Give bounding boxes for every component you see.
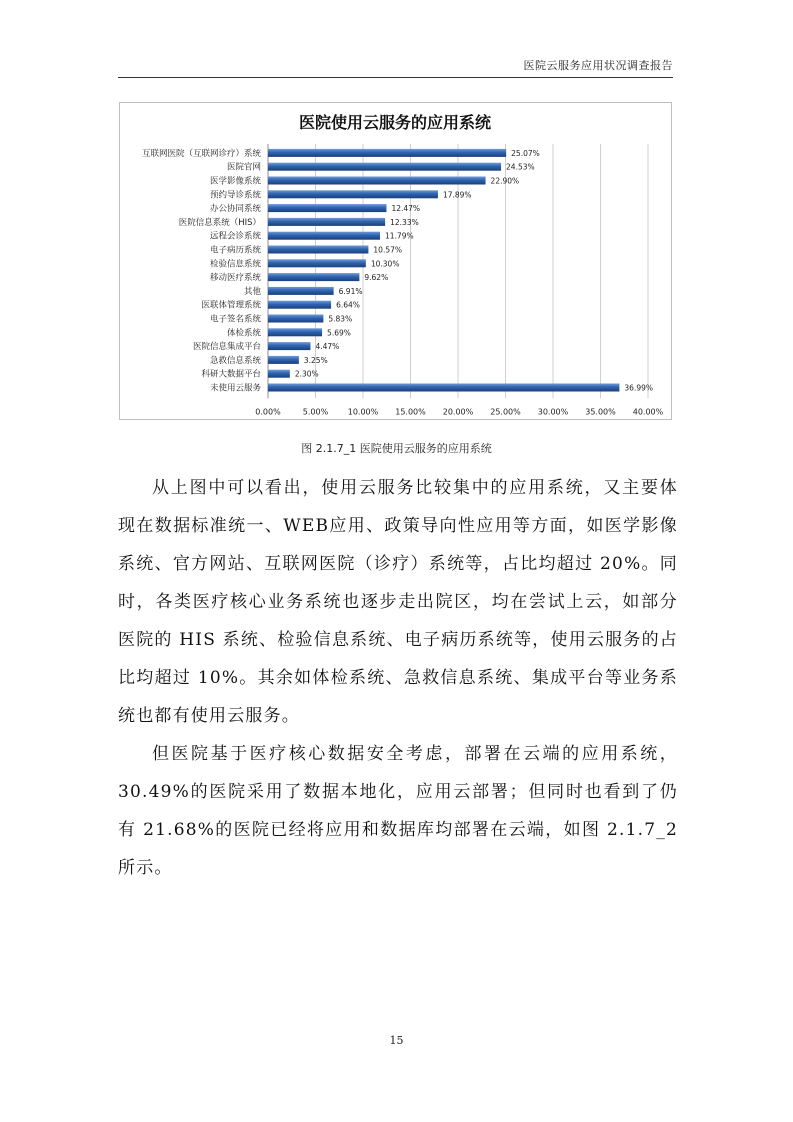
chart-title: 医院使用云服务的应用系统 [298, 113, 492, 132]
bar [268, 370, 290, 378]
x-tick-label: 20.00% [442, 407, 474, 417]
figure-caption: 图 2.1.7_1 医院使用云服务的应用系统 [301, 442, 492, 455]
bar [268, 273, 359, 281]
value-label: 4.47% [315, 342, 340, 352]
value-label: 5.69% [327, 328, 351, 338]
bar [268, 259, 366, 267]
chart-container [119, 102, 672, 420]
category-label: 医联体管理系统 [201, 300, 261, 311]
x-tick-label: 35.00% [585, 407, 616, 417]
bar [268, 190, 438, 198]
category-label: 远程会诊系统 [209, 231, 261, 242]
bar [268, 246, 368, 254]
value-label: 6.64% [336, 300, 360, 310]
value-label: 17.89% [442, 190, 472, 200]
category-label: 预约导诊系统 [209, 190, 261, 201]
paragraph: 从上图中可以看出，使用云服务比较集中的应用系统，又主要体现在数据标准统一、WEB应用、政策导向性应用等方面，如医学影像系统、官方网站、互联网医院（诊疗）系统等，占比均超过 20%。同时，各类医疗核心业务系统也逐步走出院区，均在尝试上云，如部分医院的 HIS 系统、检验信息系统、电子病历系统等，使用云服务的占比均超过 10%。其余如体检系统、急救信息系统、集成平台等业务系统也都有使用云服务。 [118, 478, 678, 726]
category-label: 互联网医院（互联网诊疗）系统 [141, 148, 261, 159]
value-label: 24.53% [506, 162, 535, 172]
value-label: 36.99% [624, 383, 654, 393]
category-label: 办公协同系统 [209, 204, 261, 215]
bar [268, 204, 386, 212]
bar [268, 356, 299, 364]
page-number: 15 [389, 1034, 404, 1047]
report-title: 医院云服务应用状况调查报告 [523, 59, 673, 72]
body-text [118, 469, 678, 887]
bar [268, 301, 331, 309]
bar [268, 328, 322, 336]
value-label: 11.79% [385, 231, 414, 241]
x-tick-label: 25.00% [490, 407, 521, 417]
category-label: 体检系统 [226, 328, 261, 339]
bar [268, 163, 501, 171]
x-tick-label: 10.00% [347, 407, 379, 417]
value-label: 2.30% [294, 369, 319, 379]
paragraph: 但医院基于医疗核心数据安全考虑，部署在云端的应用系统，30.49%的医院采用了数据本地化，应用云部署；但同时也看到了仍有 21.68%的医院已经将应用和数据库均部署在云端，如图 2.1.7_2 所示。 [118, 744, 678, 878]
category-label: 医院官网 [226, 162, 261, 173]
bar-chart [120, 103, 671, 419]
value-label: 3.25% [303, 355, 328, 365]
value-label: 9.62% [364, 273, 389, 283]
x-tick-label: 15.00% [395, 407, 426, 417]
bar [268, 315, 323, 323]
category-label: 电子病历系统 [209, 245, 261, 256]
category-label: 医院信息集成平台 [192, 342, 261, 353]
x-tick-label: 0.00% [255, 407, 281, 417]
bar [268, 384, 619, 392]
x-tick-label: 40.00% [632, 407, 664, 417]
category-label: 移动医疗系统 [209, 273, 261, 284]
bar [268, 218, 385, 226]
value-label: 10.57% [373, 245, 403, 255]
category-label: 科研大数据平台 [201, 369, 261, 380]
value-label: 12.47% [391, 204, 421, 214]
category-label: 其他 [243, 286, 261, 297]
header-divider [118, 77, 673, 78]
category-label: 检验信息系统 [209, 259, 261, 270]
bar [268, 232, 380, 240]
bar [268, 177, 486, 185]
x-tick-label: 5.00% [302, 407, 329, 417]
value-label: 6.91% [338, 286, 363, 296]
category-label: 急救信息系统 [209, 355, 261, 366]
value-label: 12.33% [390, 217, 419, 227]
value-label: 22.90% [490, 176, 520, 186]
bar [268, 287, 334, 295]
category-label: 医学影像系统 [209, 176, 261, 187]
category-label: 电子签名系统 [209, 314, 261, 325]
x-tick-label: 30.00% [537, 407, 569, 417]
bar [268, 149, 506, 157]
bar [268, 342, 310, 350]
category-label: 未使用云服务 [209, 383, 261, 394]
value-label: 10.30% [370, 259, 400, 269]
value-label: 5.83% [328, 314, 353, 324]
category-label: 医院信息系统（HIS） [178, 217, 261, 228]
value-label: 25.07% [511, 148, 540, 158]
